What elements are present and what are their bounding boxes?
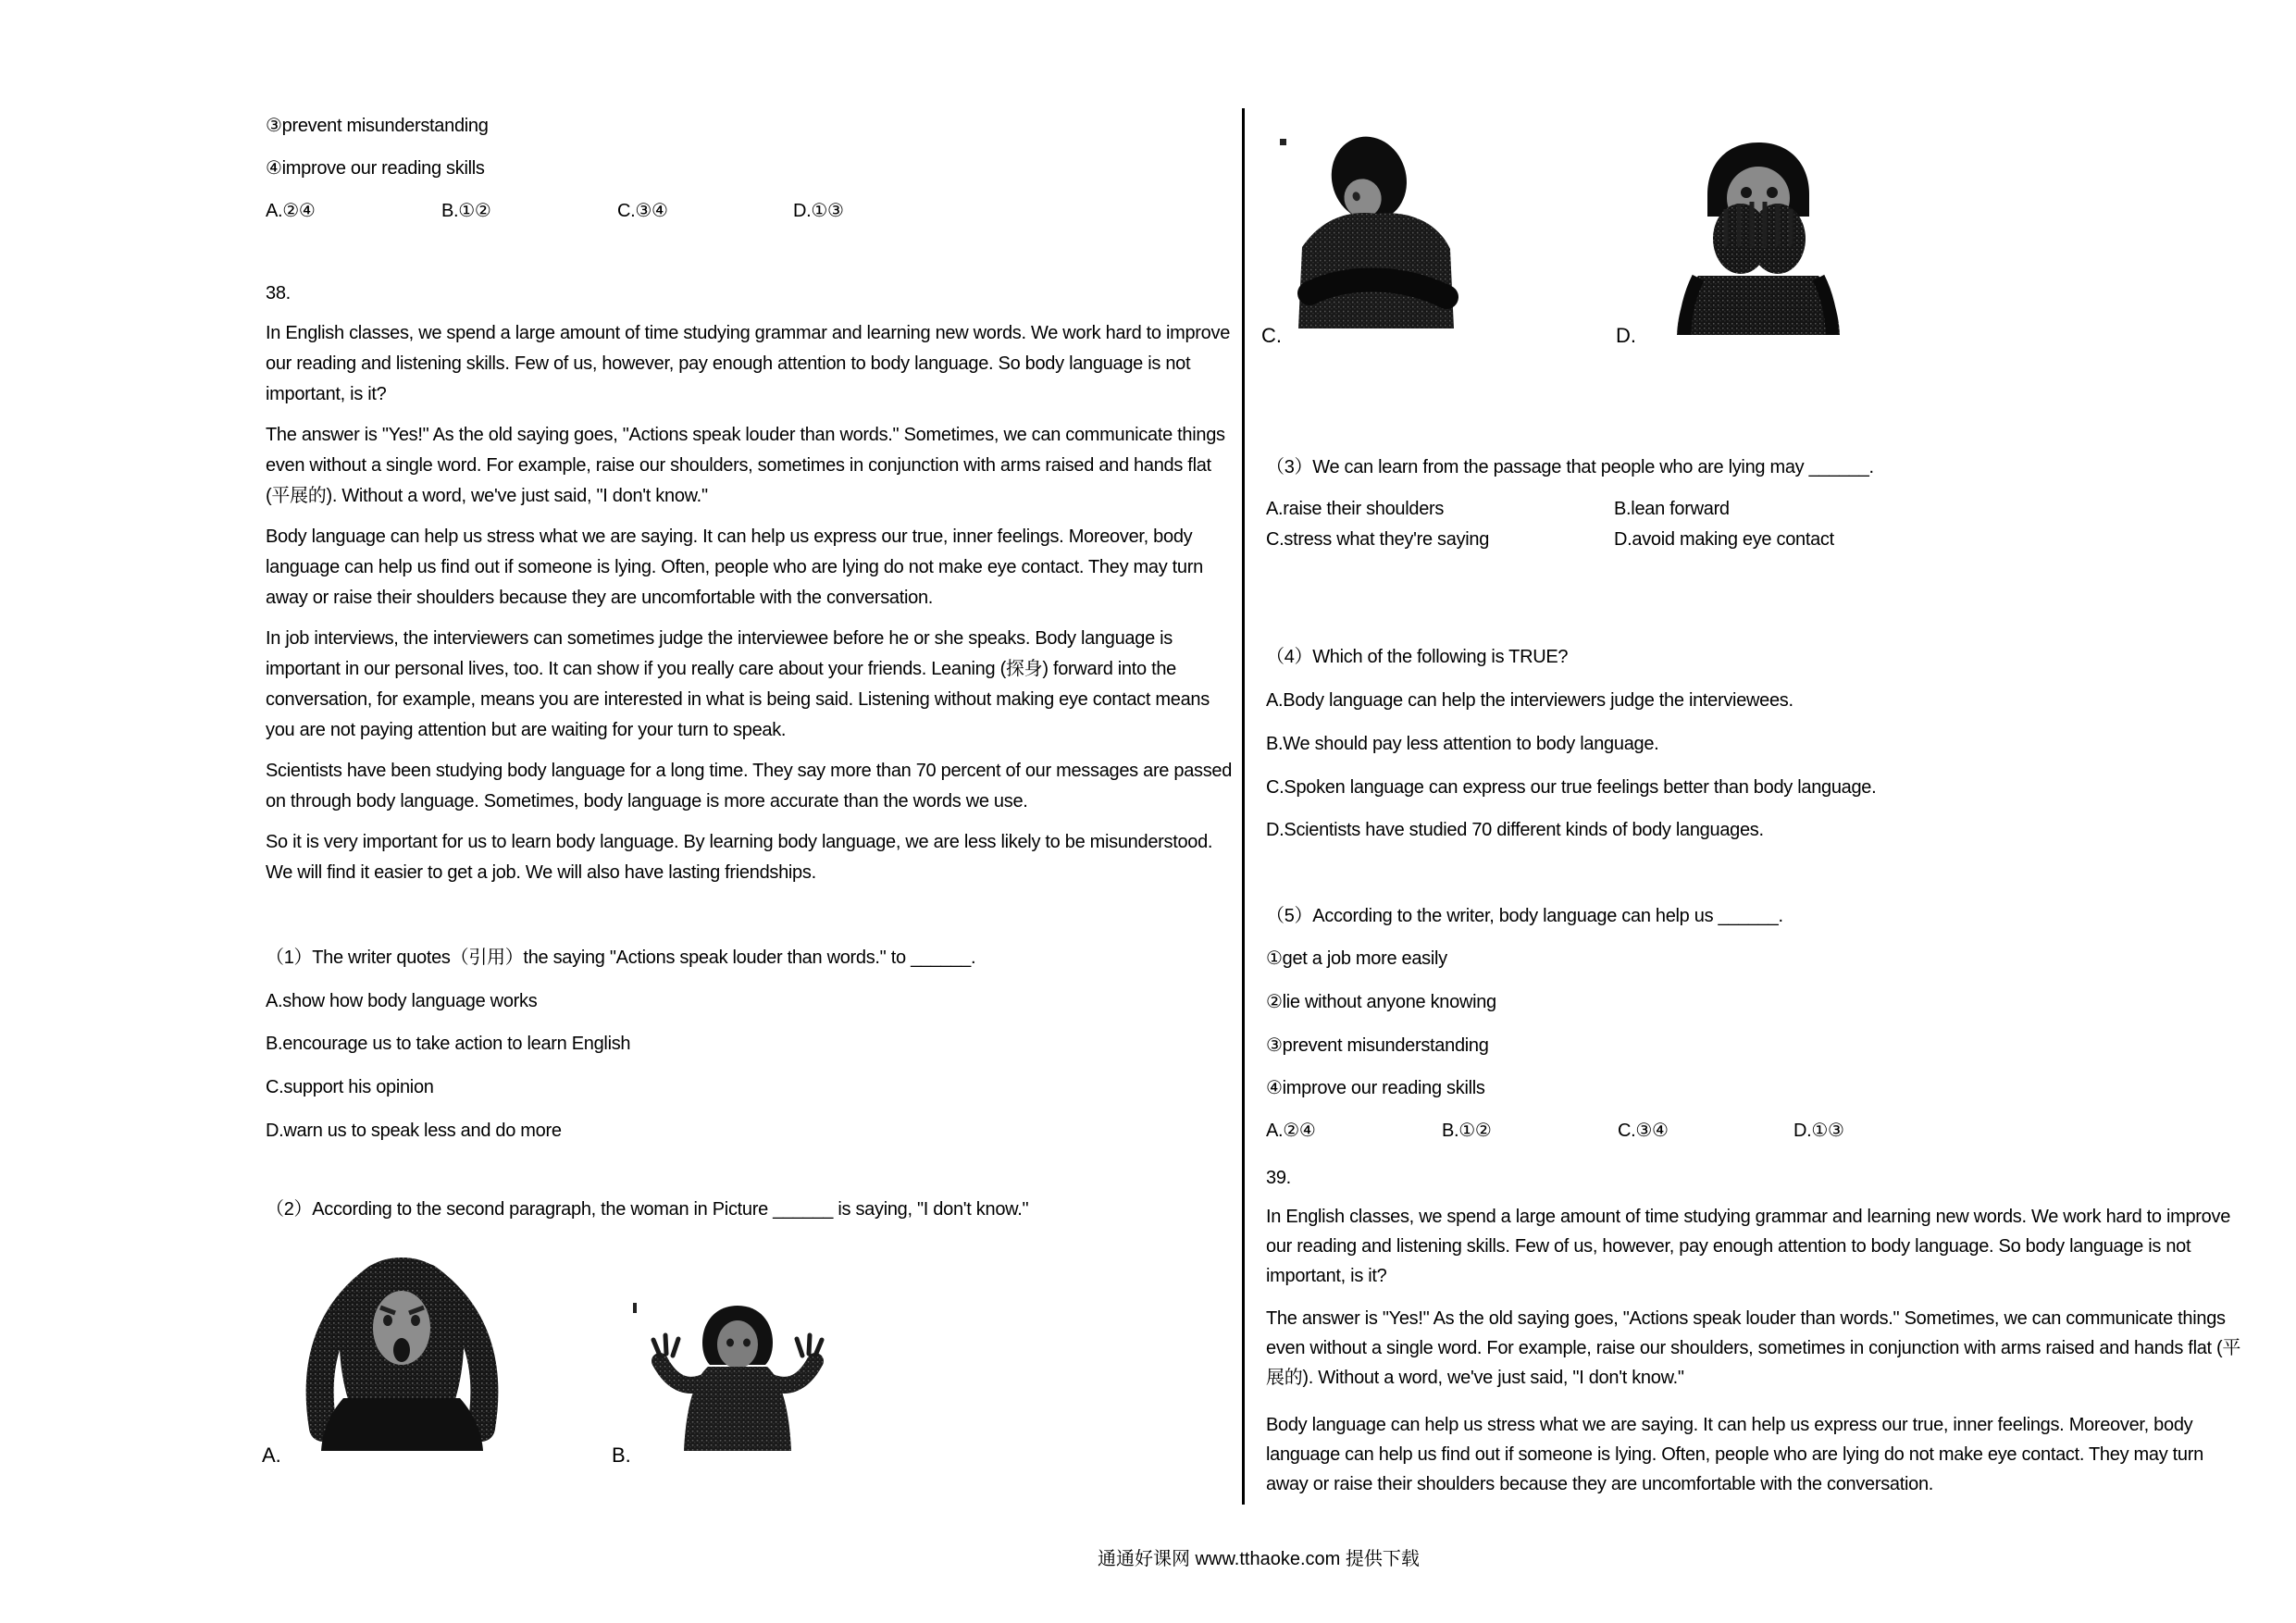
question-5-answer-row <box>1266 1116 1844 1146</box>
column-divider <box>1242 108 1245 1505</box>
question-1-option-c: C.support his opinion <box>266 1077 434 1097</box>
passage-paragraph: The answer is "Yes!" As the old saying goes, "Actions speak louder than words." Sometimes, we can communicate things even without a single word. For example, raise our shoulders, sometimes in conjunction with arms raised and hands flat (平展的). Without a word, we've just said, "I don't know." <box>266 425 1225 506</box>
question-4-text: （4）Which of the following is TRUE? <box>1266 647 1569 667</box>
question-5-item-4: ④improve our reading skills <box>1266 1078 1485 1098</box>
answer-d: D.①③ <box>793 201 844 221</box>
question-1-text: （1）The writer quotes（引用）the saying "Actions speak louder than words." to ______. <box>266 948 976 968</box>
passage-paragraph: So it is very important for us to learn body language. By learning body language, we are less likely to be misunderstood. We will find it easier to get a job. We will also have lasting friendships. <box>266 832 1213 883</box>
picture-b-label: B. <box>612 1443 631 1467</box>
carry-option-3: ③prevent misunderstanding <box>266 116 489 136</box>
answer-b: B.①② <box>1442 1121 1492 1141</box>
question-1-option-b: B.encourage us to take action to learn English <box>266 1034 631 1054</box>
picture-d-label: D. <box>1616 324 1636 347</box>
passage-paragraph: In English classes, we spend a large amount of time studying grammar and learning new words. We work hard to improve our reading and listening skills. Few of us, however, pay enough attention to body language. So body language is not important, is it? <box>266 323 1231 404</box>
question-3-option-b: B.lean forward <box>1614 499 1730 519</box>
passage-paragraph: In job interviews, the interviewers can sometimes judge the interviewee before he or she speaks. Body language is important in our personal lives, too. It can show if you really care about your friends. Leaning (探身) forward into the conversation, for example, means you are interested in what is being said. Listening without making eye contact means you are not paying attention but are waiting for your turn to speak. <box>266 628 1210 740</box>
question-4-option-d: D.Scientists have studied 70 different kinds of body languages. <box>1266 820 1764 840</box>
question-5-item-2: ②lie without anyone knowing <box>1266 992 1496 1012</box>
question-3-options <box>1266 494 2247 555</box>
question-3-option-a: A.raise their shoulders <box>1266 499 1445 519</box>
picture-a-label: A. <box>262 1443 281 1467</box>
answer-d: D.①③ <box>1793 1121 1844 1141</box>
answer-a: A.②④ <box>1266 1121 1316 1141</box>
footer-text: 通通好课网 www.tthaoke.com 提供下载 <box>1098 1549 1420 1569</box>
answer-b: B.①② <box>441 201 491 221</box>
passage-paragraph: Scientists have been studying body language for a long time. They say more than 70 percent of our messages are passed on through body language. Sometimes, body language is more accurate than the words we use. <box>266 761 1233 812</box>
photo-person-hands-over-mouth <box>1670 137 1846 335</box>
question-4-option-b: B.We should pay less attention to body language. <box>1266 734 1659 754</box>
question-3-text: （3）We can learn from the passage that people who are lying may ______. <box>1266 457 1874 477</box>
question-4-option-c: C.Spoken language can express our true feelings better than body language. <box>1266 777 1877 798</box>
photo-person-head-bowed <box>1291 125 1467 328</box>
answer-a: A.②④ <box>266 201 316 221</box>
section-38-number: 38. <box>266 283 291 304</box>
question-2-text: （2）According to the second paragraph, the woman in Picture ______ is saying, "I don't know." <box>266 1199 1029 1220</box>
question-5-item-1: ①get a job more easily <box>1266 948 1447 969</box>
passage-paragraph: Body language can help us stress what we are saying. It can help us express our true, inner feelings. Moreover, body language can help us find out if someone is lying. Often, people who are lying do not make eye contact. They may turn away or raise their shoulders because they are uncomfortable with the conversation. <box>1266 1415 2203 1494</box>
passage-paragraph: The answer is "Yes!" As the old saying goes, "Actions speak louder than words." Sometimes, we can communicate things even without a single word. For example, raise our shoulders, sometimes in conjunction with arms raised and hands flat (平展的). Without a word, we've just said, "I don't know." <box>1266 1308 2241 1388</box>
question-3-option-d: D.avoid making eye contact <box>1614 529 1834 550</box>
question-1-option-a: A.show how body language works <box>266 991 538 1011</box>
question-4-option-a: A.Body language can help the interviewers judge the interviewees. <box>1266 690 1793 711</box>
photo-woman-hands-on-head <box>295 1252 509 1451</box>
question-5-text: （5）According to the writer, body language can help us ______. <box>1266 906 1783 926</box>
passage-paragraph: Body language can help us stress what we are saying. It can help us express our true, inner feelings. Moreover, body language can help us find out if someone is lying. Often, people who are lying do not make eye contact. They may turn away or raise their shoulders because they are uncomfortable with the conversation. <box>266 527 1203 608</box>
photo-woman-shrugging <box>636 1300 840 1451</box>
carry-answer-row <box>266 196 844 227</box>
picture-c-label: C. <box>1261 324 1282 347</box>
question-5-item-3: ③prevent misunderstanding <box>1266 1035 1489 1056</box>
answer-c: C.③④ <box>1618 1121 1669 1141</box>
carry-option-4: ④improve our reading skills <box>266 158 485 179</box>
question-3-option-c: C.stress what they're saying <box>1266 529 1490 550</box>
question-1-option-d: D.warn us to speak less and do more <box>266 1121 562 1141</box>
passage-paragraph: In English classes, we spend a large amount of time studying grammar and learning new words. We work hard to improve our reading and listening skills. Few of us, however, pay enough attention to body language. So body language is not important, is it? <box>1266 1207 2231 1286</box>
section-39-number: 39. <box>1266 1168 1291 1188</box>
answer-c: C.③④ <box>617 201 668 221</box>
scan-artifact-dot <box>1280 139 1286 145</box>
